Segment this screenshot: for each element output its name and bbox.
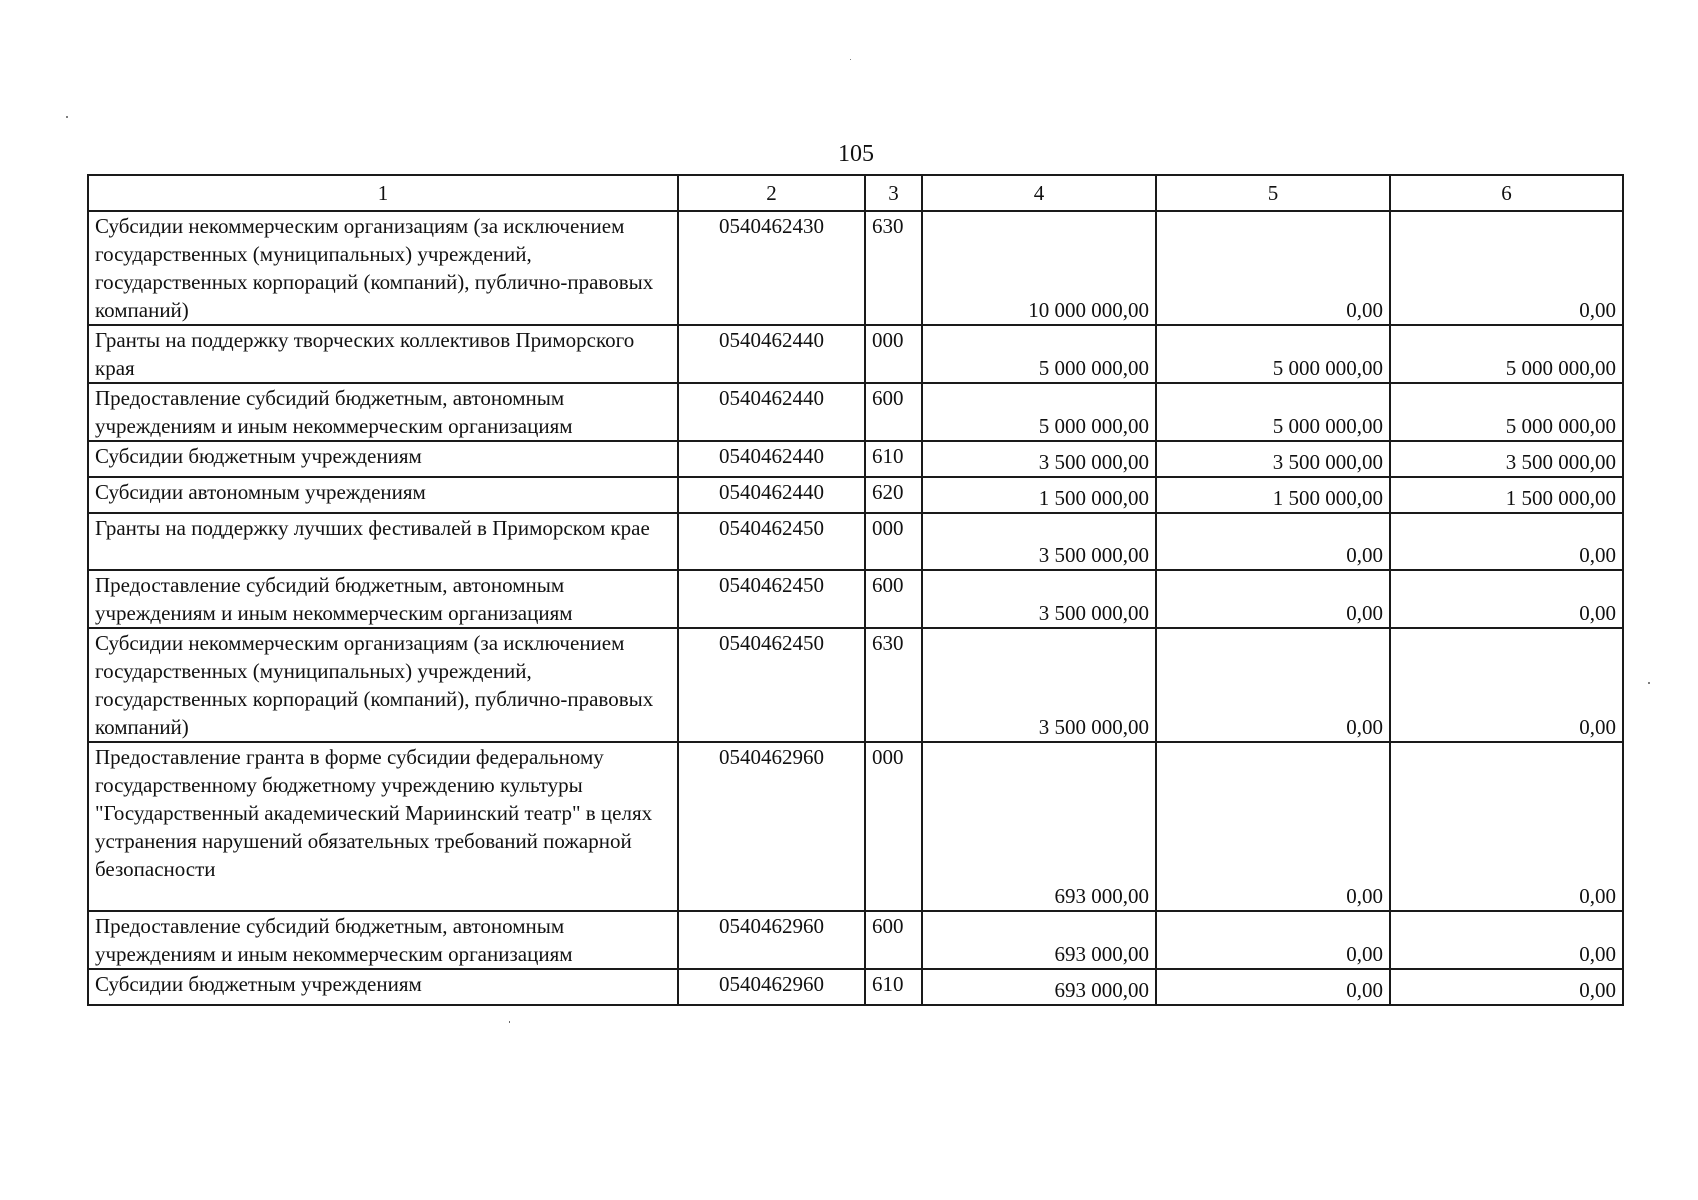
- row-name: Предоставление субсидий бюджетным, автономным учреждениям и иным некоммерческим организациям: [88, 911, 678, 969]
- row-name: Предоставление субсидий бюджетным, автономным учреждениям и иным некоммерческим организациям: [88, 570, 678, 628]
- row-amount-6: 0,00: [1390, 628, 1623, 742]
- table-row: [88, 969, 1623, 1005]
- table-row: [88, 742, 1623, 911]
- row-amount-5: 5 000 000,00: [1156, 383, 1390, 441]
- row-amount-6: 0,00: [1390, 911, 1623, 969]
- table-row: [88, 477, 1623, 513]
- row-amount-4: 3 500 000,00: [922, 628, 1156, 742]
- row-amount-6: 0,00: [1390, 742, 1623, 911]
- row-amount-6: 3 500 000,00: [1390, 441, 1623, 477]
- row-amount-6: 0,00: [1390, 211, 1623, 325]
- row-name: Предоставление субсидий бюджетным, автономным учреждениям и иным некоммерческим организациям: [88, 383, 678, 441]
- row-amount-5: 3 500 000,00: [1156, 441, 1390, 477]
- row-expense-type: 610: [865, 969, 922, 1005]
- row-name: Субсидии некоммерческим организациям (за исключением государственных (муниципальных) учреждений, государственных корпораций (компаний), публично-правовых компаний): [88, 211, 678, 325]
- row-amount-6: 1 500 000,00: [1390, 477, 1623, 513]
- page-number: 105: [838, 141, 874, 167]
- row-target-code: 0540462960: [678, 742, 865, 911]
- scan-speck: [66, 116, 68, 118]
- column-header: 5: [1156, 175, 1390, 211]
- scan-speck: [1648, 682, 1650, 684]
- row-amount-4: 3 500 000,00: [922, 513, 1156, 570]
- row-name: Субсидии автономным учреждениям: [88, 477, 678, 513]
- row-expense-type: 600: [865, 383, 922, 441]
- column-header: 6: [1390, 175, 1623, 211]
- table-row: [88, 513, 1623, 570]
- row-amount-6: 0,00: [1390, 969, 1623, 1005]
- row-amount-4: 3 500 000,00: [922, 441, 1156, 477]
- row-expense-type: 000: [865, 325, 922, 383]
- row-expense-type: 600: [865, 570, 922, 628]
- row-amount-5: 0,00: [1156, 211, 1390, 325]
- table-header-row: [88, 175, 1623, 211]
- scan-speck: [509, 1021, 510, 1023]
- row-amount-4: 693 000,00: [922, 969, 1156, 1005]
- row-name: Субсидии бюджетным учреждениям: [88, 969, 678, 1005]
- table-row: [88, 383, 1623, 441]
- table-row: [88, 570, 1623, 628]
- table-row: [88, 911, 1623, 969]
- row-target-code: 0540462430: [678, 211, 865, 325]
- row-target-code: 0540462960: [678, 969, 865, 1005]
- table-row: [88, 628, 1623, 742]
- row-amount-6: 0,00: [1390, 570, 1623, 628]
- row-target-code: 0540462440: [678, 383, 865, 441]
- row-amount-4: 10 000 000,00: [922, 211, 1156, 325]
- column-header: 4: [922, 175, 1156, 211]
- row-target-code: 0540462450: [678, 513, 865, 570]
- row-amount-6: 5 000 000,00: [1390, 325, 1623, 383]
- row-amount-4: 5 000 000,00: [922, 325, 1156, 383]
- table-row: [88, 211, 1623, 325]
- scan-speck: [850, 59, 851, 60]
- row-target-code: 0540462960: [678, 911, 865, 969]
- row-amount-5: 5 000 000,00: [1156, 325, 1390, 383]
- row-name: Субсидии бюджетным учреждениям: [88, 441, 678, 477]
- row-target-code: 0540462440: [678, 441, 865, 477]
- row-target-code: 0540462450: [678, 628, 865, 742]
- row-amount-4: 1 500 000,00: [922, 477, 1156, 513]
- budget-table: [87, 174, 1624, 1006]
- row-name: Предоставление гранта в форме субсидии федеральному государственному бюджетному учреждению культуры "Государственный академический Мариинский театр" в целях устранения нарушений обязательных требований пожарной безопасности: [88, 742, 678, 911]
- column-header: 3: [865, 175, 922, 211]
- row-amount-4: 5 000 000,00: [922, 383, 1156, 441]
- row-expense-type: 000: [865, 742, 922, 911]
- row-amount-5: 0,00: [1156, 570, 1390, 628]
- row-name: Субсидии некоммерческим организациям (за исключением государственных (муниципальных) учреждений, государственных корпораций (компаний), публично-правовых компаний): [88, 628, 678, 742]
- column-header: 2: [678, 175, 865, 211]
- row-amount-4: 693 000,00: [922, 742, 1156, 911]
- row-amount-4: 3 500 000,00: [922, 570, 1156, 628]
- row-name: Гранты на поддержку творческих коллективов Приморского края: [88, 325, 678, 383]
- row-amount-5: 0,00: [1156, 742, 1390, 911]
- row-expense-type: 630: [865, 628, 922, 742]
- row-name: Гранты на поддержку лучших фестивалей в Приморском крае: [88, 513, 678, 570]
- table-row: [88, 325, 1623, 383]
- row-target-code: 0540462450: [678, 570, 865, 628]
- row-expense-type: 620: [865, 477, 922, 513]
- row-amount-5: 0,00: [1156, 969, 1390, 1005]
- row-amount-5: 1 500 000,00: [1156, 477, 1390, 513]
- row-amount-6: 5 000 000,00: [1390, 383, 1623, 441]
- row-expense-type: 630: [865, 211, 922, 325]
- column-header: 1: [88, 175, 678, 211]
- table-row: [88, 441, 1623, 477]
- row-amount-5: 0,00: [1156, 628, 1390, 742]
- row-target-code: 0540462440: [678, 325, 865, 383]
- row-amount-5: 0,00: [1156, 911, 1390, 969]
- row-target-code: 0540462440: [678, 477, 865, 513]
- row-amount-6: 0,00: [1390, 513, 1623, 570]
- row-expense-type: 000: [865, 513, 922, 570]
- row-expense-type: 610: [865, 441, 922, 477]
- row-amount-5: 0,00: [1156, 513, 1390, 570]
- row-expense-type: 600: [865, 911, 922, 969]
- row-amount-4: 693 000,00: [922, 911, 1156, 969]
